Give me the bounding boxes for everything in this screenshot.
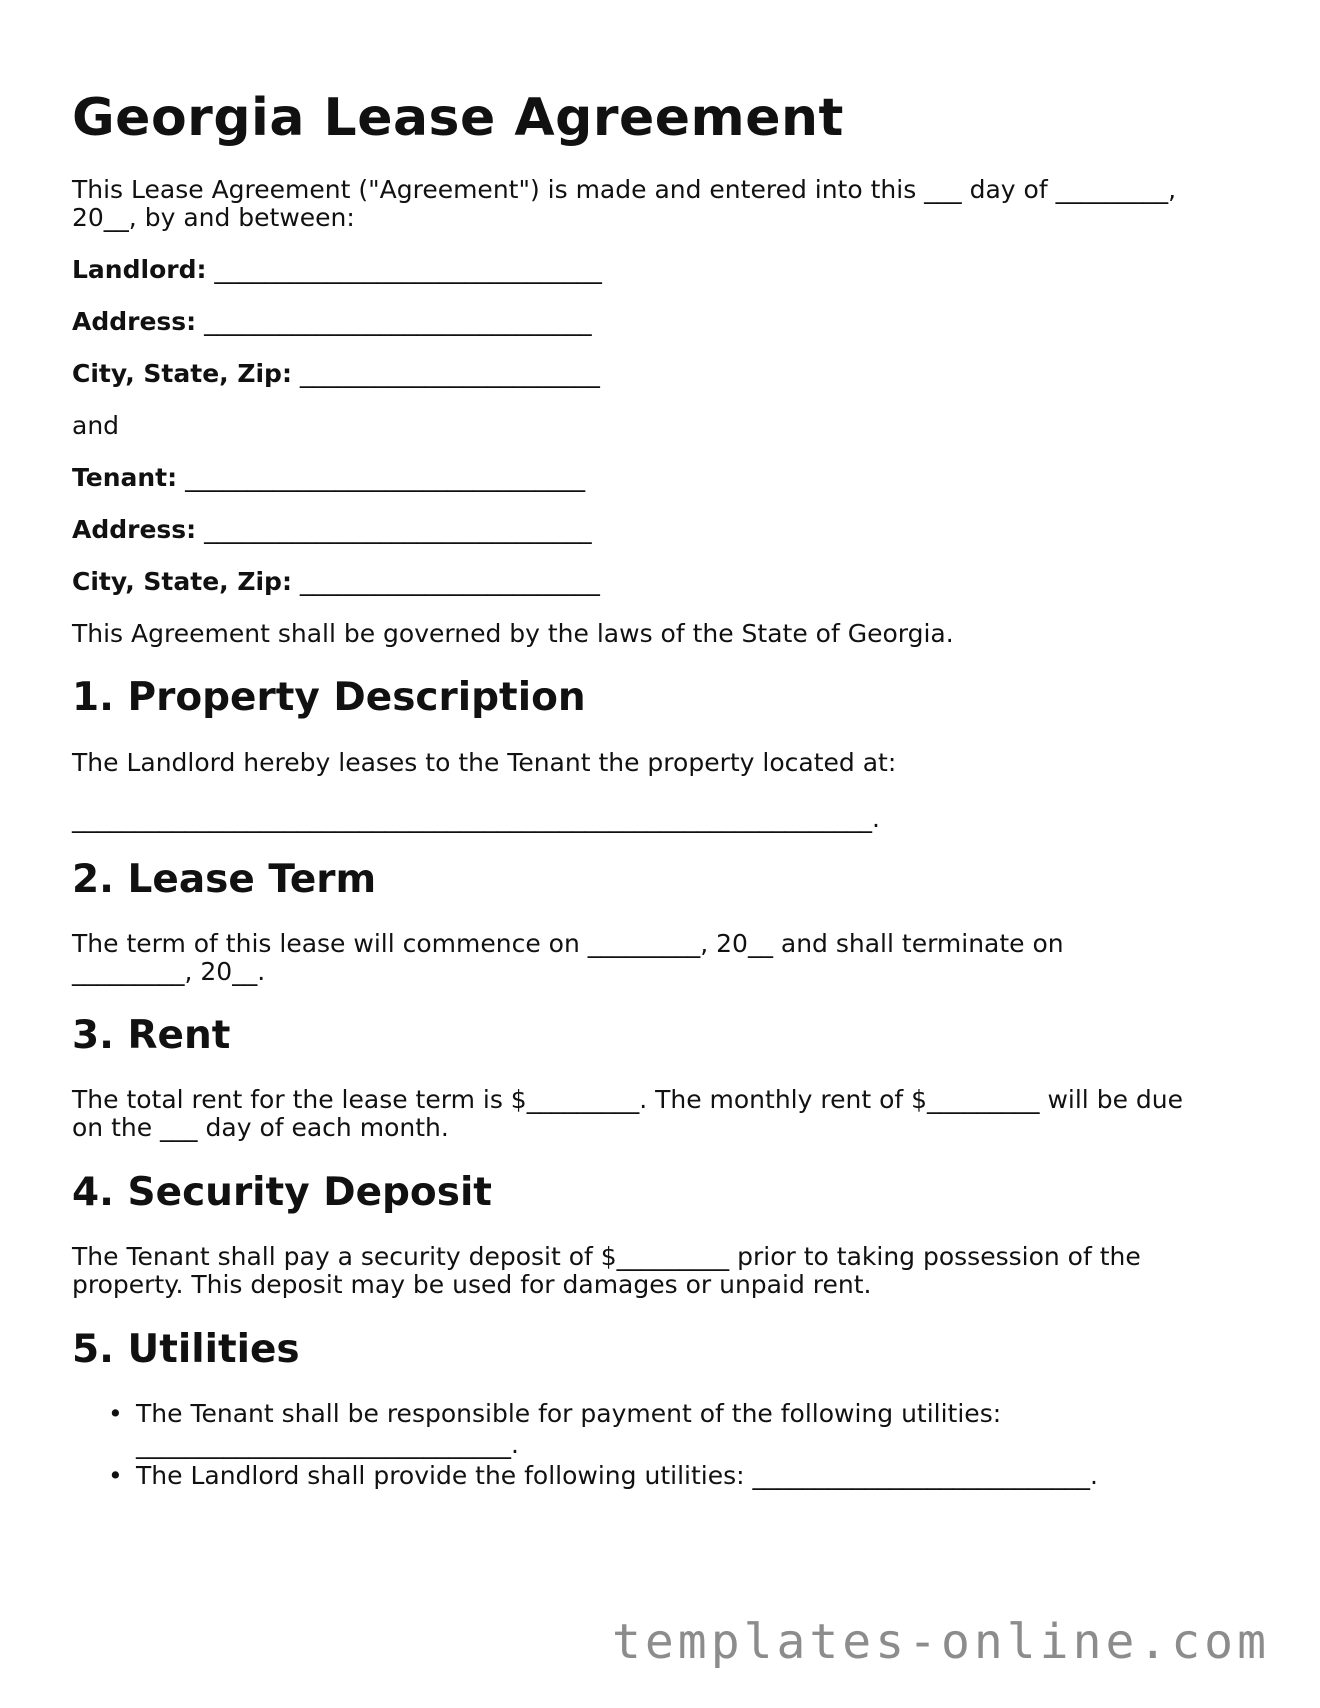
tenant-name-field (72, 462, 585, 493)
rent-line-1: The total rent for the lease term is $_________. The monthly rent of $_________ will be due (72, 1085, 1183, 1114)
section-heading-property: 1. Property Description (72, 675, 586, 720)
list-item (72, 1398, 1098, 1460)
landlord-name-field (72, 254, 602, 285)
landlord-name-blank: _______________________________ (214, 255, 602, 284)
tenant-address-field (72, 514, 592, 545)
landlord-address-label: Address: (72, 307, 197, 336)
utilities-landlord-line: The Landlord shall provide the following utilities: ___________________________. (136, 1461, 1098, 1490)
tenant-address-label: Address: (72, 515, 197, 544)
document-title: Georgia Lease Agreement (72, 88, 844, 148)
term-line-1: The term of this lease will commence on _________, 20__ and shall terminate on (72, 929, 1064, 958)
section-heading-deposit: 4. Security Deposit (72, 1170, 492, 1215)
section-heading-term: 2. Lease Term (72, 857, 377, 902)
intro-line-1: This Lease Agreement ("Agreement") is made and entered into this ___ day of _________, (72, 175, 1177, 204)
tenant-name-label: Tenant: (72, 463, 178, 492)
rent-line-2: on the ___ day of each month. (72, 1113, 449, 1142)
tenant-city-field (72, 566, 600, 597)
list-item (72, 1460, 1098, 1491)
bullet-icon: • (108, 1461, 123, 1490)
property-text: The Landlord hereby leases to the Tenant the property located at: (72, 748, 897, 777)
landlord-city-blank: ________________________ (299, 359, 600, 388)
watermark: templates-online.com (612, 1614, 1270, 1670)
property-address-blank: ________________________________________________________________. (72, 804, 880, 833)
and-text: and (72, 411, 120, 440)
utilities-tenant-line-1: The Tenant shall be responsible for payment of the following utilities: (136, 1399, 1002, 1428)
landlord-name-label: Landlord: (72, 255, 207, 284)
landlord-city-label: City, State, Zip: (72, 359, 292, 388)
bullet-icon: • (108, 1399, 123, 1428)
tenant-address-blank: _______________________________ (204, 515, 592, 544)
landlord-city-field (72, 358, 600, 389)
tenant-city-blank: ________________________ (299, 567, 600, 596)
governing-law-text: This Agreement shall be governed by the laws of the State of Georgia. (72, 619, 954, 648)
utilities-tenant-line-2: ______________________________. (136, 1430, 519, 1459)
landlord-address-blank: _______________________________ (204, 307, 592, 336)
section-heading-rent: 3. Rent (72, 1013, 231, 1058)
tenant-name-blank: ________________________________ (185, 463, 586, 492)
section-heading-utilities: 5. Utilities (72, 1327, 300, 1372)
intro-line-2: 20__, by and between: (72, 203, 355, 232)
deposit-line-2: property. This deposit may be used for damages or unpaid rent. (72, 1270, 872, 1299)
utilities-list (72, 1398, 1098, 1491)
tenant-city-label: City, State, Zip: (72, 567, 292, 596)
landlord-address-field (72, 306, 592, 337)
deposit-line-1: The Tenant shall pay a security deposit of $_________ prior to taking possession of the (72, 1242, 1141, 1271)
term-line-2: _________, 20__. (72, 957, 266, 986)
